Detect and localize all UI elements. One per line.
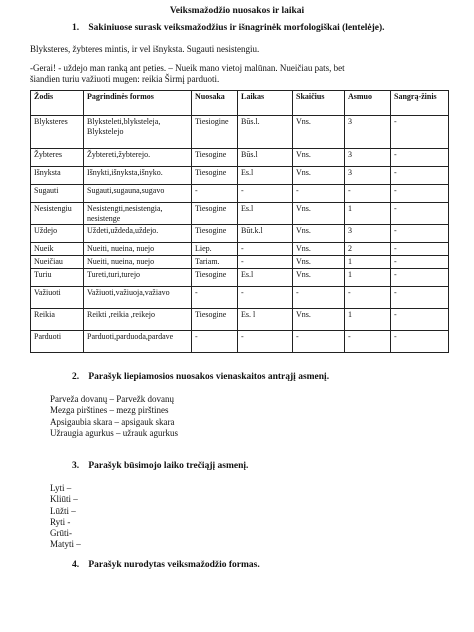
table-row [31,309,449,331]
table-cell: - [293,331,345,353]
section-3-list [50,483,81,551]
table-cell: Išnykti,išnyksta,išnyko. [84,167,192,185]
table-cell: Išnyksta [31,167,84,185]
table-body [31,116,449,353]
table-cell: Tariam. [192,256,238,269]
table-cell: Blyksteleti,blyksteleja, Blykstelejo [84,116,192,149]
table-cell: Tiesogine [192,309,238,331]
section-2-heading [72,372,329,382]
section-2-list [50,394,178,439]
table-row [31,185,449,203]
table-cell: Turiu [31,269,84,287]
morphology-table [30,90,449,353]
table-cell: Sugauti,sugauna,sugavo [84,185,192,203]
table-cell: - [238,331,293,353]
list-item: Mezga pirštines – mezg pirštines [50,405,169,416]
table-cell: Uždejo [31,225,84,243]
list-item: Kliūti – [50,494,78,505]
table-cell: Nueičiau [31,256,84,269]
table-cell: Es.l [238,269,293,287]
table-cell: Tureti,turi,turejo [84,269,192,287]
table-cell: Sugauti [31,185,84,203]
table-cell: - [391,225,449,243]
table-cell: - [238,256,293,269]
table-cell: Žybteres [31,149,84,167]
table-cell: Blyksteres [31,116,84,149]
table-cell: - [238,287,293,309]
table-cell: Važiuoti,važiuoja,važiavo [84,287,192,309]
table-header-cell: Skaičius [293,91,345,116]
table-cell: Nueik [31,243,84,256]
sentence-2: -Gerai! - uždejo man ranką ant peties. – Nueik mano vietoj malūnan. Nueičiau pats, bet [30,63,345,73]
table-cell: 1 [345,309,391,331]
table-cell: Reikti ,reikia ,reikejo [84,309,192,331]
table-cell: Žybtereti,žybterejo. [84,149,192,167]
table-row [31,243,449,256]
table-cell: Būt.k.l [238,225,293,243]
table-cell: 3 [345,149,391,167]
table-cell: - [391,269,449,287]
table-cell: 1 [345,256,391,269]
list-item: Parveža dovanų – Parvežk dovanų [50,394,174,404]
section-3-number: 3. [72,461,80,471]
table-cell: 1 [345,203,391,225]
table-header-cell: Žodis [31,91,84,116]
table-cell: - [391,287,449,309]
table-cell: Važiuoti [31,287,84,309]
list-item: Užraugia agurkus – užrauk agurkus [50,427,178,438]
section-1-heading [72,23,385,33]
table-cell: 1 [345,269,391,287]
table-cell: - [192,287,238,309]
list-item: Apsigaubia skara – apsigauk skara [50,416,175,427]
table-row [31,116,449,149]
table-header-cell: Laikas [238,91,293,116]
table-cell: Parduoti [31,331,84,353]
table-header-row [31,91,449,116]
table-cell: Nesistengiu [31,203,84,225]
table-cell: Es. l [238,309,293,331]
table-header-cell: Asmuo [345,91,391,116]
table-cell: Vns. [293,203,345,225]
table-cell: 2 [345,243,391,256]
table-row [31,225,449,243]
table-cell: Vns. [293,149,345,167]
table-cell: Tiesogine [192,149,238,167]
table-cell: Vns. [293,243,345,256]
table-cell: Vns. [293,225,345,243]
section-3-heading [72,461,248,471]
section-3-text: Parašyk būsimojo laiko trečiąjį asmenį. [88,461,249,471]
table-cell: - [391,203,449,225]
table-row [31,269,449,287]
list-item: Ryti - [50,516,71,527]
table-cell: - [391,116,449,149]
table-cell: - [192,331,238,353]
table-cell: Es.l [238,167,293,185]
table-cell: - [391,256,449,269]
table-cell: - [293,185,345,203]
table-cell: - [391,149,449,167]
list-item: Lyti – [50,483,72,493]
table-cell: 3 [345,167,391,185]
section-2-text: Parašyk liepiamosios nuosakos vienaskaitos antrąjį asmenį. [88,372,330,382]
table-header-cell: Sangrą-žinis [391,91,449,116]
table-cell: Reikia [31,309,84,331]
table-cell: - [238,243,293,256]
table-cell: Vns. [293,256,345,269]
table-cell: Nueiti, nueina, nuejo [84,256,192,269]
table-row [31,167,449,185]
section-4-number: 4. [72,560,80,570]
list-item: Lūžti – [50,505,76,516]
document-title: Veiksmažodžio nuosakos ir laikai [169,6,305,16]
table-cell: Tiesogine [192,269,238,287]
table-cell: Nueiti, nueina, nuejo [84,243,192,256]
table-cell: Vns. [293,269,345,287]
table-cell: - [293,287,345,309]
table-cell: - [238,185,293,203]
table-row [31,203,449,225]
table-header-cell: Pagrindinės formos [84,91,192,116]
section-1-text: Sakiniuose surask veiksmažodžius ir išnagrinėk morfologiškai (lentelėje). [88,23,385,33]
sentence-3: šiandien turiu važiuoti mugen: reikia Širmį parduoti. [30,74,220,84]
table-cell: Liep. [192,243,238,256]
table-cell: Būs.l [238,149,293,167]
table-cell: Es.l [238,203,293,225]
table-cell: Tiesogine [192,203,238,225]
sentence-1: Blyksteres, žybteres mintis, ir vel išnyksta. Sugauti nesistengiu. [30,44,260,54]
table-cell: Būs.l. [238,116,293,149]
list-item: Matyti – [50,539,81,550]
table-cell: Tiesogine [192,225,238,243]
table-cell: - [345,331,391,353]
table-cell: Tiesogine [192,167,238,185]
table-cell: 3 [345,116,391,149]
table-row [31,149,449,167]
table-cell: Uždeti,uždeda,uždejo. [84,225,192,243]
section-1-number: 1. [72,23,80,33]
table-cell: Vns. [293,309,345,331]
table-cell: Tiesiogine [192,116,238,149]
table-row [31,331,449,353]
table-row [31,287,449,309]
table-cell: Vns. [293,116,345,149]
table-cell: - [391,331,449,353]
table-row [31,256,449,269]
table-cell: - [391,243,449,256]
section-4-heading [72,560,260,570]
list-item: Grūti- [50,528,72,539]
table-cell: Nesistengti,nesistengia, nesistenge [84,203,192,225]
table-cell: - [345,287,391,309]
table-header-cell: Nuosaka [192,91,238,116]
section-4-text: Parašyk nurodytas veiksmažodžio formas. [88,560,260,570]
table-cell: Parduoti,parduoda,pardave [84,331,192,353]
table-cell: - [391,185,449,203]
table-cell: 3 [345,225,391,243]
section-2-number: 2. [72,372,80,382]
table-cell: Vns. [293,167,345,185]
table-cell: - [391,167,449,185]
table-cell: - [192,185,238,203]
table-cell: - [391,309,449,331]
table-cell: - [345,185,391,203]
